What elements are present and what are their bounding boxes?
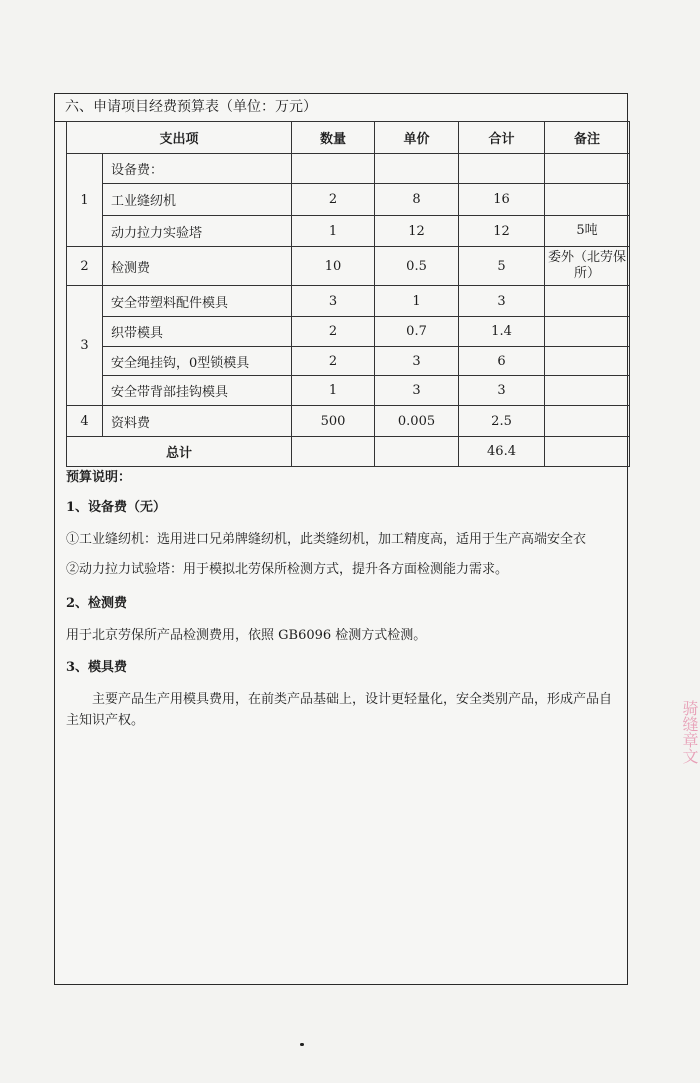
- item-name: 安全带背部挂钩模具: [103, 376, 292, 406]
- item-note: [545, 376, 630, 406]
- item-total: 3: [459, 286, 545, 317]
- group-number: 4: [67, 406, 103, 437]
- notes-section-2-title: 2、检测费: [66, 596, 128, 611]
- document-page: [54, 93, 628, 985]
- notes-heading: 预算说明：: [66, 470, 132, 485]
- header-total: 合计: [459, 122, 545, 154]
- item-price: 3: [375, 347, 459, 376]
- item-qty: 1: [292, 376, 375, 406]
- header-qty: 数量: [292, 122, 375, 154]
- notes-section-1-item-2: ②动力拉力试验塔：用于模拟北劳保所检测方式，提升各方面检测能力需求。: [66, 562, 509, 577]
- header-note: 备注: [545, 122, 630, 154]
- item-note: [545, 286, 630, 317]
- budget-table: [66, 121, 630, 467]
- total-qty-empty: [292, 437, 375, 467]
- header-item: 支出项: [67, 122, 292, 154]
- table-row: [67, 406, 630, 437]
- item-price: 0.005: [375, 406, 459, 437]
- item-price: 12: [375, 216, 459, 247]
- item-total: 3: [459, 376, 545, 406]
- item-price: 0.7: [375, 317, 459, 347]
- item-price: 8: [375, 184, 459, 216]
- total-price-empty: [375, 437, 459, 467]
- item-qty: 10: [292, 247, 375, 286]
- item-note: [545, 184, 630, 216]
- item-name: 安全带塑料配件模具: [103, 286, 292, 317]
- section-title: 六、申请项目经费预算表（单位：万元）: [55, 94, 627, 122]
- notes-section-3-title: 3、模具费: [66, 660, 128, 675]
- table-row: [67, 317, 630, 347]
- item-name: 检测费: [103, 247, 292, 286]
- item-total: 6: [459, 347, 545, 376]
- item-qty: 2: [292, 317, 375, 347]
- item-note: [545, 317, 630, 347]
- item-note: [545, 347, 630, 376]
- table-row: [67, 347, 630, 376]
- item-total: 5: [459, 247, 545, 286]
- item-price: 1: [375, 286, 459, 317]
- notes-section-1-item-1: ①工业缝纫机：选用进口兄弟牌缝纫机，此类缝纫机，加工精度高，适用于生产高端安全衣: [66, 532, 587, 547]
- item-price: 3: [375, 376, 459, 406]
- group-number: 1: [67, 154, 103, 247]
- total-row: [67, 437, 630, 467]
- item-note: 5吨: [545, 216, 630, 247]
- item-name: 设备费：: [103, 154, 292, 184]
- table-header-row: [67, 122, 630, 154]
- table-row: [67, 216, 630, 247]
- item-qty: 1: [292, 216, 375, 247]
- item-note: 委外（北劳保所）: [545, 247, 630, 286]
- item-total: [459, 154, 545, 184]
- item-name: 织带模具: [103, 317, 292, 347]
- header-price: 单价: [375, 122, 459, 154]
- item-name: 安全绳挂钩，0型锁模具: [103, 347, 292, 376]
- item-total: 2.5: [459, 406, 545, 437]
- table-row: [67, 247, 630, 286]
- table-row: [67, 286, 630, 317]
- item-qty: 2: [292, 184, 375, 216]
- item-note: [545, 406, 630, 437]
- table-row: [67, 376, 630, 406]
- group-number: 2: [67, 247, 103, 286]
- item-qty: [292, 154, 375, 184]
- item-price: 0.5: [375, 247, 459, 286]
- item-total: 16: [459, 184, 545, 216]
- total-note-empty: [545, 437, 630, 467]
- item-price: [375, 154, 459, 184]
- table-row: [67, 154, 630, 184]
- item-qty: 3: [292, 286, 375, 317]
- group-number: 3: [67, 286, 103, 406]
- item-qty: 2: [292, 347, 375, 376]
- item-total: 12: [459, 216, 545, 247]
- notes-section-3-text: 主要产品生产用模具费用，在前类产品基础上，设计更轻量化，安全类别产品，形成产品自主知识产权。: [66, 692, 613, 728]
- total-label: 总计: [67, 437, 292, 467]
- item-name: 工业缝纫机: [103, 184, 292, 216]
- punch-mark: [300, 1043, 304, 1046]
- seal-stamp-edge: 骑缝章文: [680, 700, 699, 764]
- notes-section-2-text: 用于北京劳保所产品检测费用，依照 GB6096 检测方式检测。: [66, 628, 427, 643]
- item-name: 资料费: [103, 406, 292, 437]
- total-value: 46.4: [459, 437, 545, 467]
- item-qty: 500: [292, 406, 375, 437]
- table-row: [67, 184, 630, 216]
- item-name: 动力拉力实验塔: [103, 216, 292, 247]
- budget-notes: [66, 463, 622, 731]
- item-note: [545, 154, 630, 184]
- item-total: 1.4: [459, 317, 545, 347]
- notes-section-1-title: 1、设备费（无）: [66, 500, 167, 515]
